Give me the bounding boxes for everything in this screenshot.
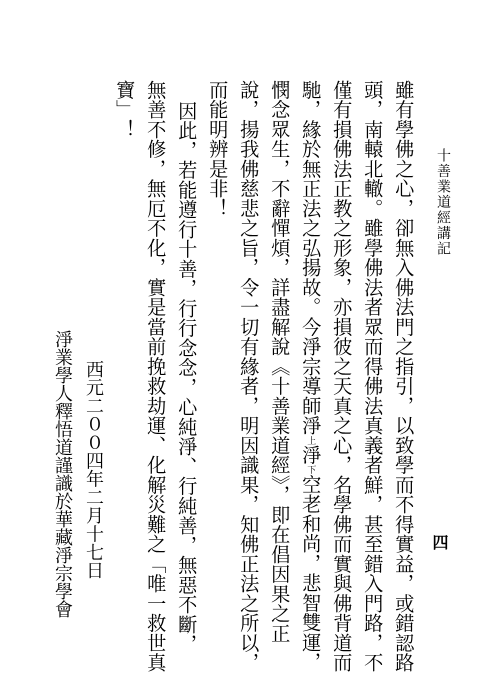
signature-date: 西元二００四年二月十七日: [83, 360, 104, 580]
body-line-2: 頭，南轅北轍。雖學佛法者眾而得佛法真義者鮮，甚至錯入門路，不: [361, 80, 385, 673]
teacher-name-char-1: 淨: [299, 415, 323, 436]
page-number: 四: [430, 534, 449, 550]
body-line-3: 僅有損佛法正教之形象，亦損彼之天真之心，名學佛而實與佛背道而: [330, 80, 354, 673]
teacher-name-honorific-upper: 上: [305, 435, 316, 446]
body-line-5: 憫念眾生，不辭憚煩，詳盡解說《十善業道經》，即在倡因果之正: [268, 80, 292, 644]
body-line-8-indented: 因此，若能遵行十善，行行念念，心純淨、行純善，無惡不斷，: [175, 101, 199, 654]
body-line-4-rest: 空老和尚，悲智雙運，: [299, 474, 323, 672]
signature-author: 淨業學人釋悟道謹識於華藏淨宗學會: [52, 330, 73, 618]
teacher-name-honorific-lower: 下: [305, 464, 316, 475]
body-line-9: 無善不修，無厄不化，實是當前挽救劫運、化解災難之「唯一救世真: [144, 80, 168, 673]
running-header-title: 十善業道經講記: [435, 148, 451, 257]
body-line-4-text: 馳，緣於無正法之弘揚故。今淨宗導師: [299, 80, 323, 416]
body-line-1: 雖有學佛之心，卻無入佛法門之指引，以致學而不得實益，或錯認路: [392, 80, 416, 673]
body-line-6: 說，揚我佛慈悲之旨，令一切有緣者，明因識果，知佛正法之所以，: [237, 80, 261, 673]
body-line-10: 寶」！: [113, 80, 137, 140]
body-line-4: [299, 80, 323, 672]
teacher-name-char-2: 淨: [299, 445, 323, 465]
body-line-7: 而能明辨是非！: [206, 80, 230, 219]
